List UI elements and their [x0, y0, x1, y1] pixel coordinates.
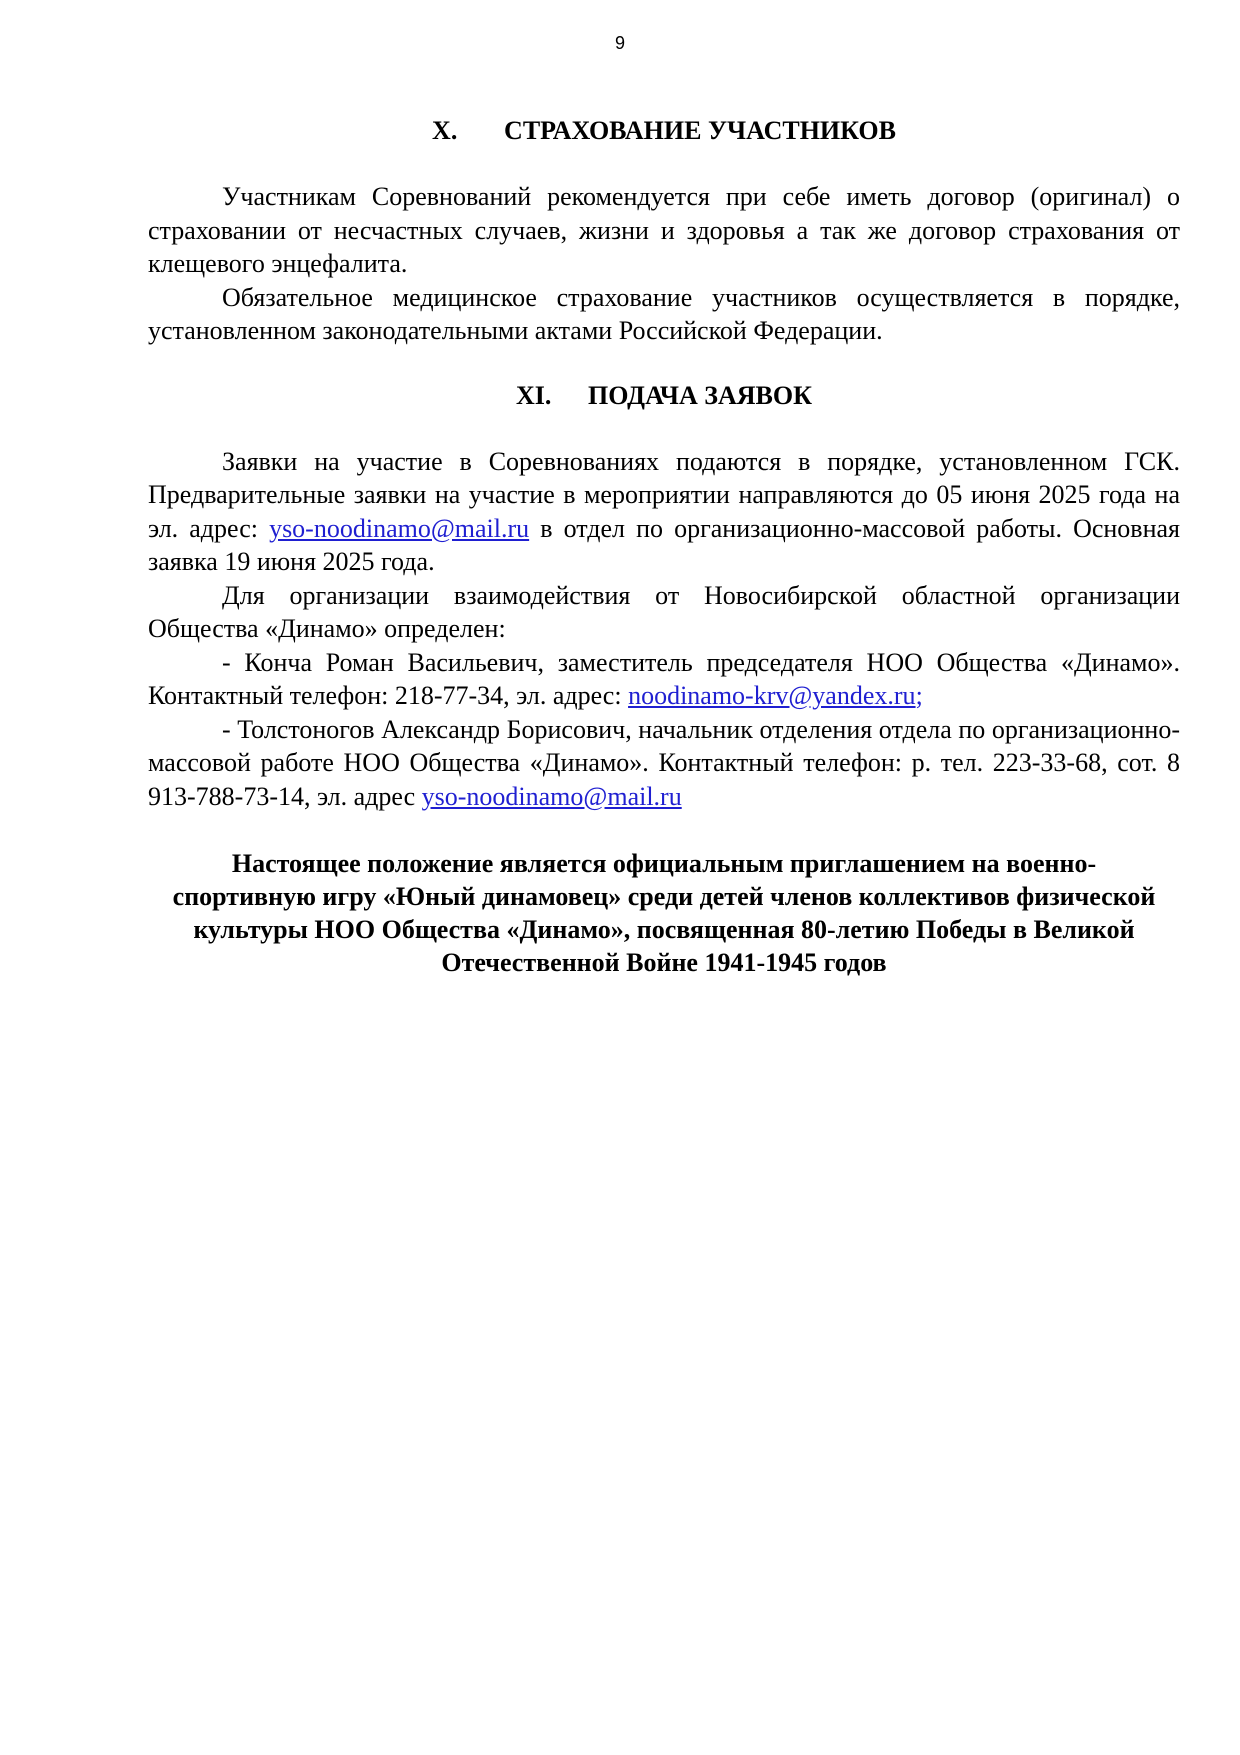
section-heading-applications: [148, 379, 1180, 413]
section-title: ПОДАЧА ЗАЯВОК: [588, 380, 812, 410]
email-link-yso-noodinamo[interactable]: yso-noodinamo@mail.ru: [269, 513, 530, 543]
insurance-paragraph-1: Участникам Соревнований рекомендуется при себе иметь договор (оригинал) о страховании от несчастных случаев, жизни и здоровья а так же договор страхования от клещевого энцефалита.: [148, 182, 1180, 278]
email-link-yso-noodinamo-2[interactable]: yso-noodinamo@mail.ru: [421, 781, 682, 811]
closing-statement: Настоящее положение является официальным приглашением на военно-спортивную игру «Юный динамовец» среди детей членов коллективов физической культуры НОО Общества «Динамо», посвященная 80-летию Победы в Великой Отечественной Войне 1941-1945 годов: [172, 849, 1156, 977]
page-content: [148, 114, 1180, 979]
paragraph-text: - Конча Роман Васильевич, заместитель председателя НОО Общества «Динамо». Контактный телефон: 218-77-34, эл. адрес:: [148, 647, 1180, 710]
paragraph-text: - Толстоногов Александр Борисович, начальник отделения отдела по организационно-массовой работе НОО Общества «Динамо». Контактный телефон: р. тел. 223-33-68, сот. 8 913-788-73-14, эл. адрес: [148, 714, 1180, 811]
applications-paragraph-2: Для организации взаимодействия от Новосибирской областной организации Общества «Динамо» определен:: [148, 580, 1180, 643]
contact-koncha: [148, 646, 1180, 713]
section-number: XI.: [516, 380, 552, 410]
contact-tolstonogov: [148, 713, 1180, 814]
section-number: X.: [432, 116, 458, 145]
page-number: 9: [614, 33, 625, 53]
insurance-paragraph-2: Обязательное медицинское страхование участников осуществляется в порядке, установленном законодательными актами Российской Федерации.: [148, 282, 1180, 345]
link-suffix: ;: [915, 681, 923, 710]
paragraph-text: в отдел по организационно-массовой работы. Основная заявка 19 июня 2025 года.: [148, 513, 1180, 576]
paragraph-text: Заявки на участие в Соревнованиях подаются в порядке, установленном ГСК. Предварительные заявки на участие в мероприятии направляются до 05 июня 2025 года на эл. адрес:: [148, 446, 1180, 543]
section-title: СТРАХОВАНИЕ УЧАСТНИКОВ: [504, 116, 896, 145]
applications-paragraph-1: [148, 445, 1180, 579]
section-heading-insurance: [148, 114, 1180, 148]
email-link-noodinamo-krv[interactable]: noodinamo-krv@yandex.ru: [628, 681, 916, 710]
